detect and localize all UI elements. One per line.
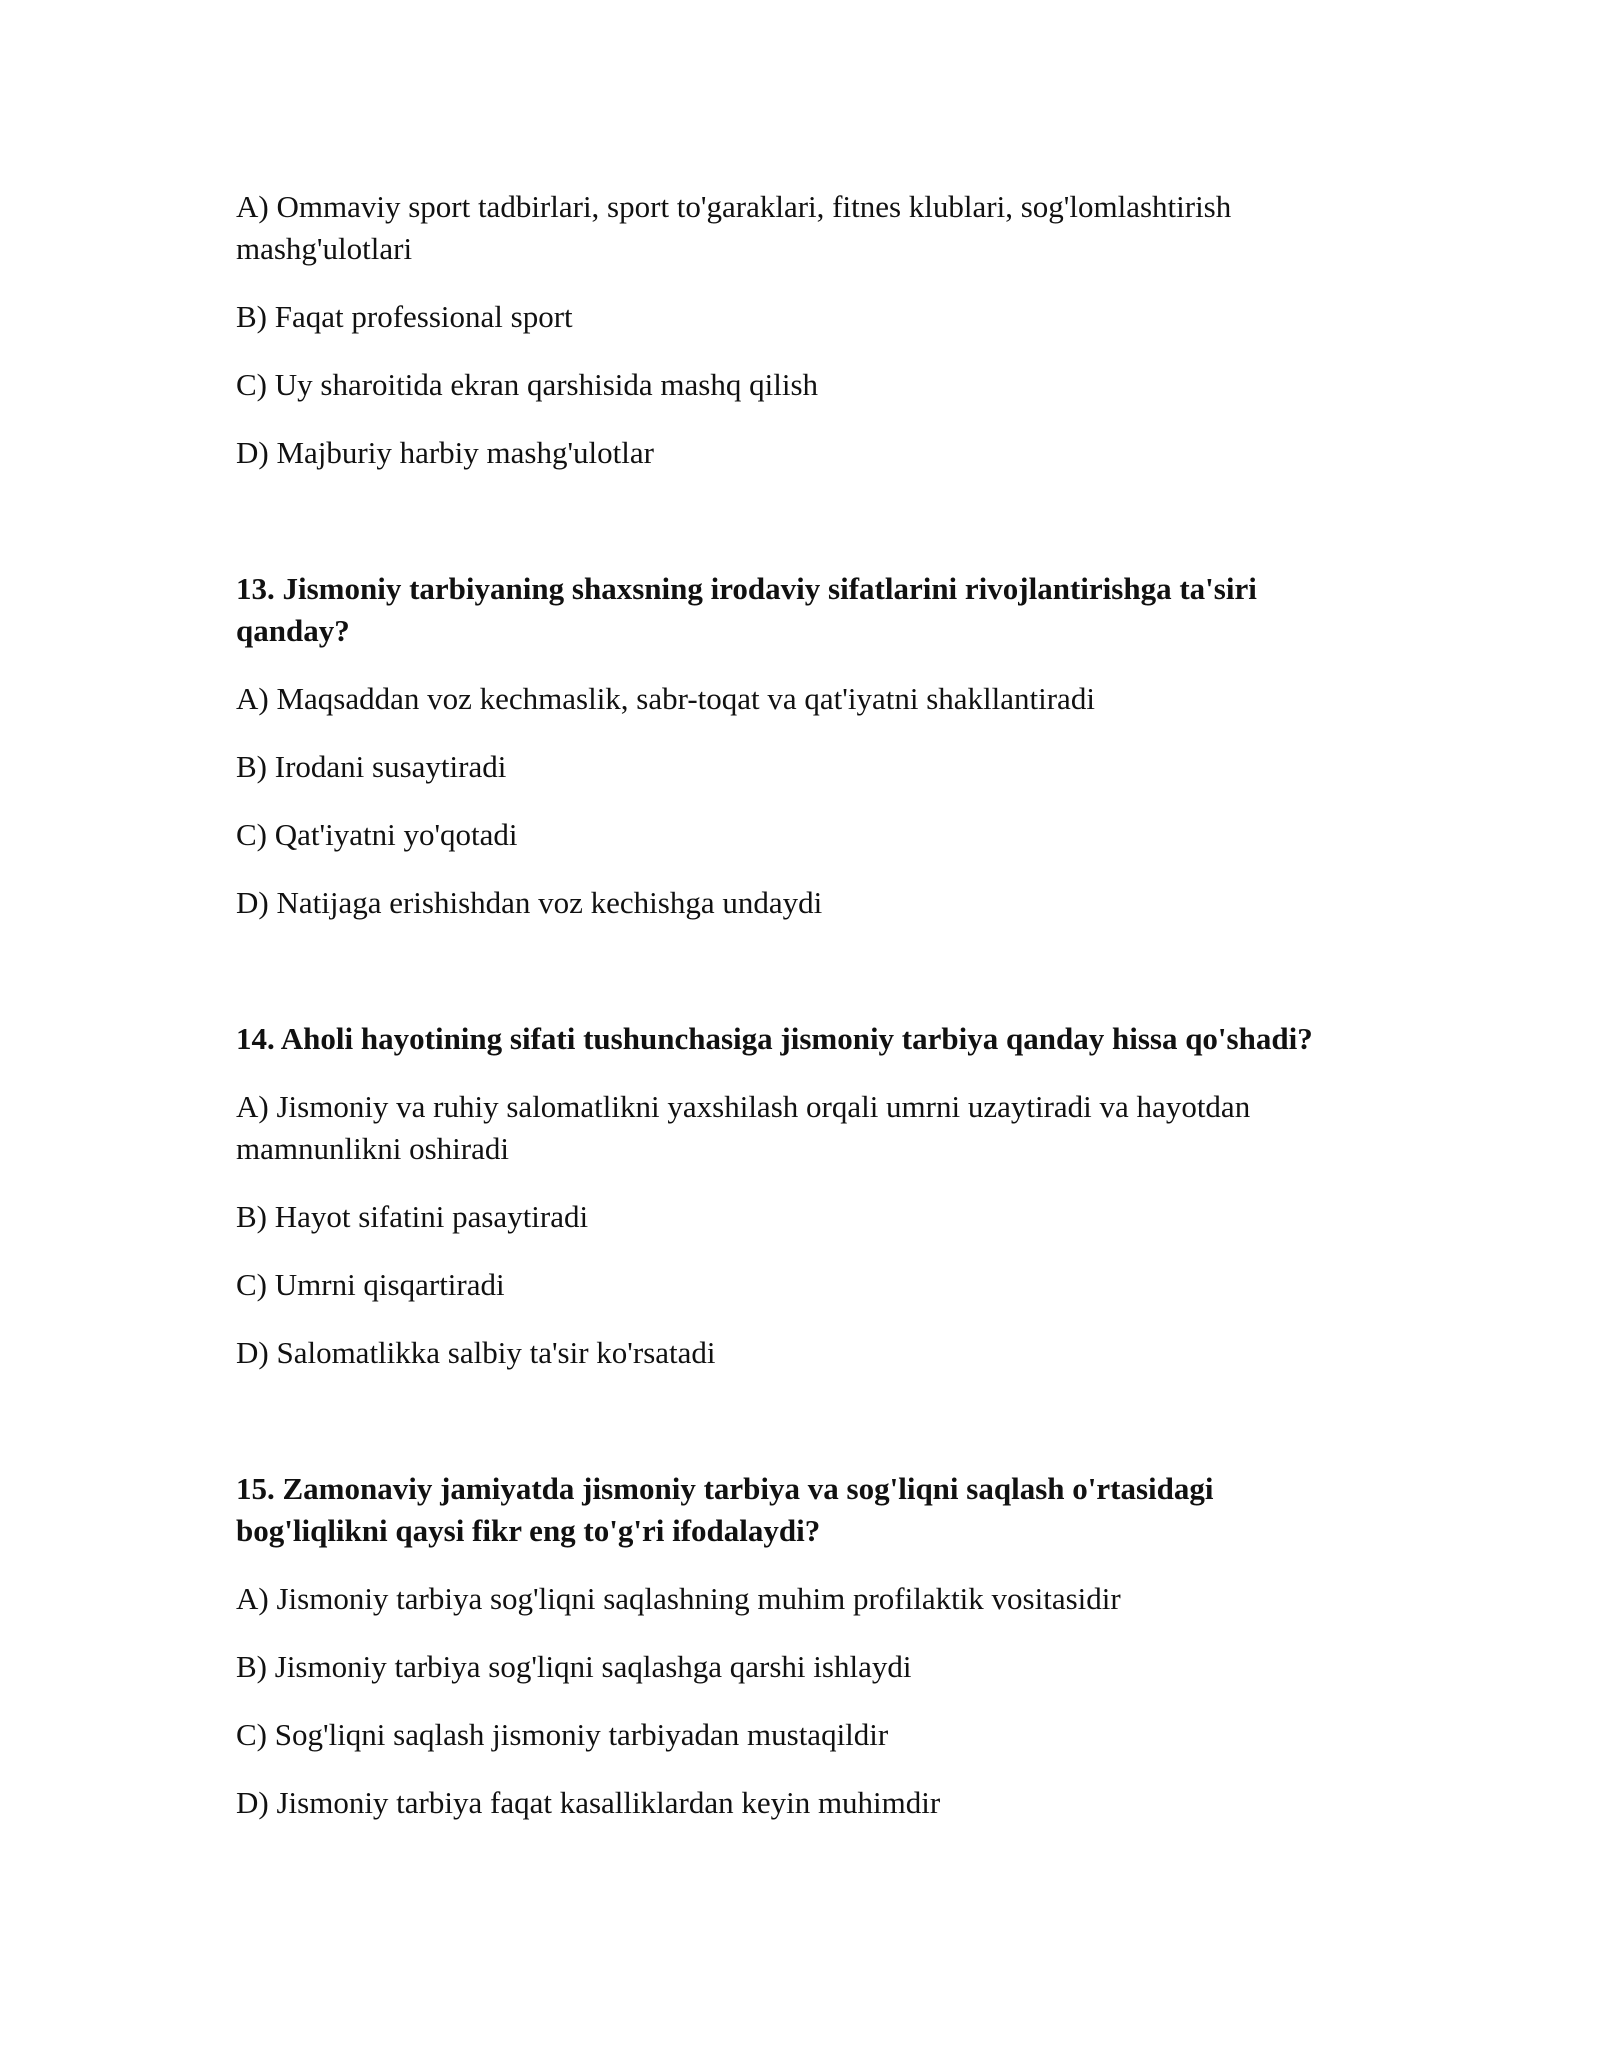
answer-option-d: D) Jismoniy tarbiya faqat kasalliklardan keyin muhimdir <box>236 1785 941 1820</box>
answer-option-a: A) Jismoniy tarbiya sog'liqni saqlashning muhim profilaktik vositasidir <box>236 1581 1121 1616</box>
answer-option-c: C) Sog'liqni saqlash jismoniy tarbiyadan mustaqildir <box>236 1717 889 1752</box>
answer-option-b: B) Hayot sifatini pasaytiradi <box>236 1199 589 1234</box>
question-block-14 <box>236 1018 1356 1374</box>
answer-option-a: A) Ommaviy sport tadbirlari, sport to'garaklari, fitnes klublari, sog'lomlashtirish mashg'ulotlari <box>236 189 1232 266</box>
question-title: 14. Aholi hayotining sifati tushunchasiga jismoniy tarbiya qanday hissa qo'shadi? <box>236 1021 1313 1056</box>
answer-option-d: D) Majburiy harbiy mashg'ulotlar <box>236 435 654 470</box>
answer-option-d: D) Salomatlikka salbiy ta'sir ko'rsatadi <box>236 1335 716 1370</box>
answer-option-c: C) Qat'iyatni yo'qotadi <box>236 817 518 852</box>
answer-option-b: B) Faqat professional sport <box>236 299 573 334</box>
answer-option-c: C) Umrni qisqartiradi <box>236 1267 505 1302</box>
question-block-13 <box>236 568 1356 924</box>
question-title: 15. Zamonaviy jamiyatda jismoniy tarbiya va sog'liqni saqlash o'rtasidagi bog'liqlikni qaysi fikr eng to'g'ri ifodalaydi? <box>236 1471 1214 1548</box>
document-content <box>236 186 1356 1824</box>
question-block-12-continued <box>236 186 1356 474</box>
answer-option-b: B) Irodani susaytiradi <box>236 749 507 784</box>
question-title: 13. Jismoniy tarbiyaning shaxsning irodaviy sifatlarini rivojlantirishga ta'siri qanday? <box>236 571 1257 648</box>
answer-option-c: C) Uy sharoitida ekran qarshisida mashq qilish <box>236 367 819 402</box>
answer-option-d: D) Natijaga erishishdan voz kechishga undaydi <box>236 885 823 920</box>
question-block-15 <box>236 1468 1356 1824</box>
answer-option-a: A) Jismoniy va ruhiy salomatlikni yaxshilash orqali umrni uzaytiradi va hayotdan mamnunlikni oshiradi <box>236 1089 1251 1166</box>
answer-option-a: A) Maqsaddan voz kechmaslik, sabr-toqat va qat'iyatni shakllantiradi <box>236 681 1095 716</box>
answer-option-b: B) Jismoniy tarbiya sog'liqni saqlashga qarshi ishlaydi <box>236 1649 912 1684</box>
